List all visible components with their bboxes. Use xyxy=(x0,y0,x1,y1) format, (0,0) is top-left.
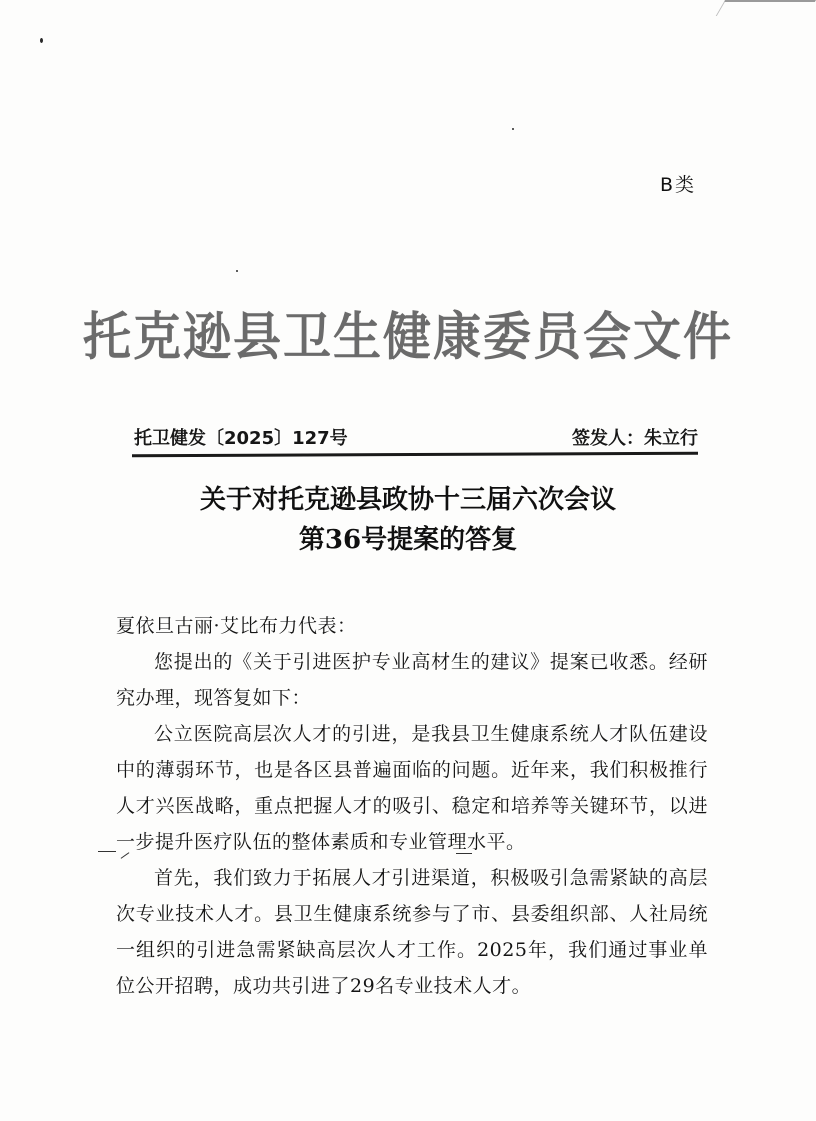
margin-pen-mark xyxy=(456,853,472,854)
salutation: 夏依旦古丽·艾比布力代表： xyxy=(116,615,357,637)
document-signer: 签发人：朱立行 xyxy=(572,428,698,449)
document-title xyxy=(0,480,816,560)
scan-edge xyxy=(716,0,816,16)
document-title-line-1: 关于对托克逊县政协十三届六次会议 xyxy=(199,485,616,515)
header-divider-line xyxy=(132,452,698,457)
document-title-line-2: 第36号提案的答复 xyxy=(298,525,518,555)
agency-letterhead-title: 托克逊县卫生健康委员会文件 xyxy=(82,307,733,368)
document-number: 托卫健发〔2025〕127号 xyxy=(134,428,348,449)
body-paragraph: 您提出的《关于引进医护专业高材生的建议》提案已收悉。经研究办理，现答复如下： xyxy=(116,651,708,709)
body-paragraph: 首先，我们致力于拓展人才引进渠道，积极吸引急需紧缺的高层次专业技术人才。县卫生健康系统参与了市、县委组织部、人社局统一组织的引进急需紧缺高层次人才工作。2025年，我们通过事业单位公开招聘，成功共引进了29名专业技术人才。 xyxy=(116,867,708,997)
document-body xyxy=(116,608,708,1004)
body-paragraph: 公立医院高层次人才的引进，是我县卫生健康系统人才队伍建设中的薄弱环节，也是各区县普遍面临的问题。近年来，我们积极推行人才兴医战略，重点把握人才的吸引、稳定和培养等关键环节，以进一步提升医疗队伍的整体素质和专业管理水平。 xyxy=(116,723,708,853)
document-category: B类 xyxy=(660,174,697,196)
scan-speck xyxy=(40,38,43,43)
margin-pen-mark xyxy=(98,851,116,852)
scan-speck xyxy=(512,128,514,130)
scan-speck xyxy=(236,270,238,272)
